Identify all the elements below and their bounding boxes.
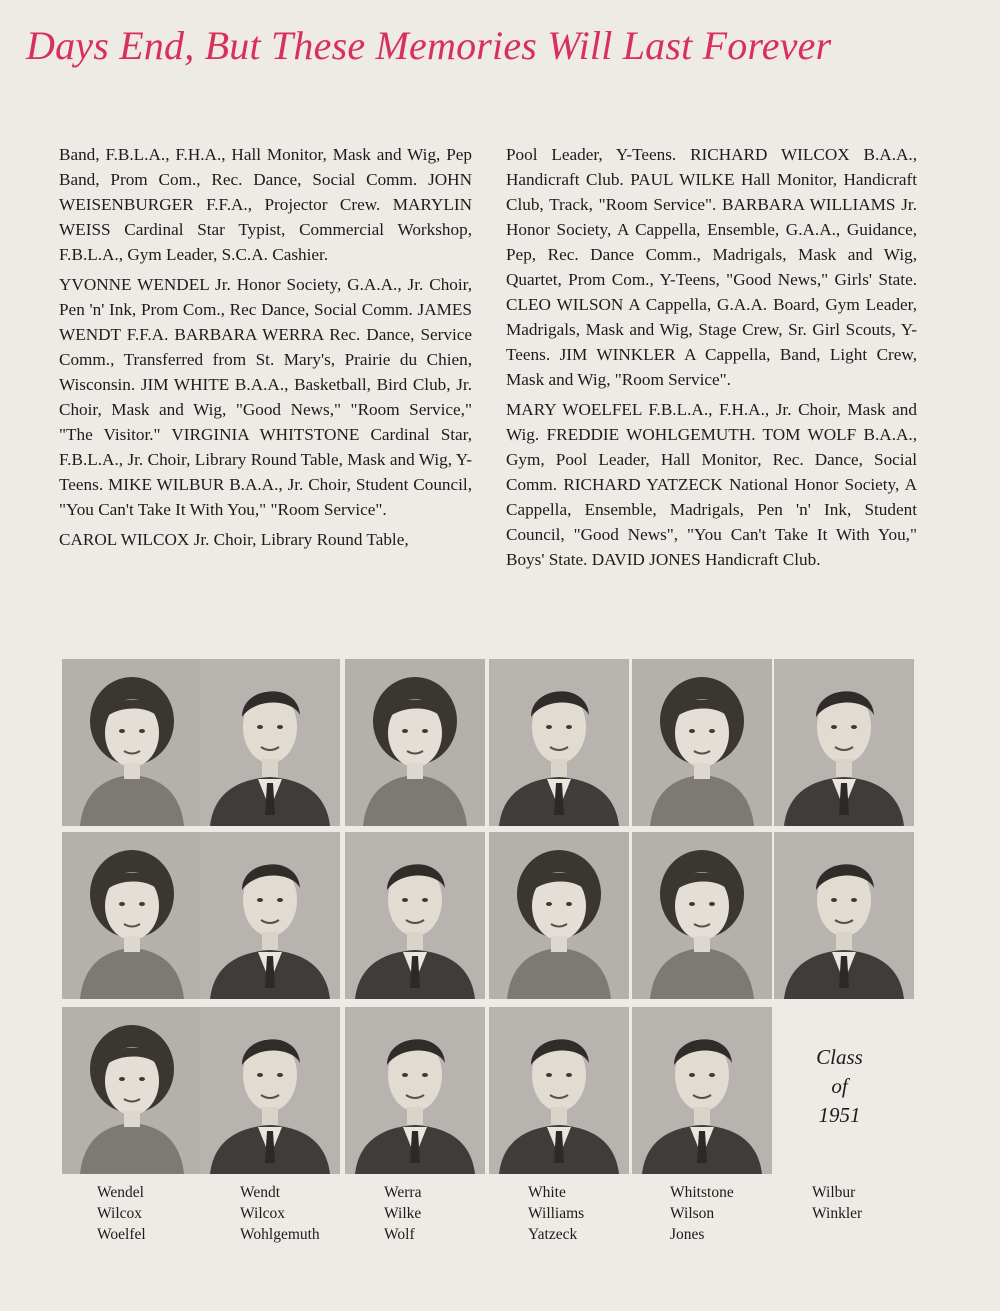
biography-paragraph: Pool Leader, Y-Teens. RICHARD WILCOX B.A.A., Handicraft Club. PAUL WILKE Hall Monitor, Handicraft Club, Track, "Room Service". BARBARA WILLIAMS Jr. Honor Society, A Cappella, Ensemble, G.A.A., Guidance, Pep, Rec. Dance Comm., Madrigals, Mask and Wig, Quartet, Prom Com., Y-Teens, "Good News," Girls' State. CLEO WILSON A Cappella, G.A.A. Board, Gym Leader, Madrigals, Mask and Wig, Stage Crew, Sr. Girl Scouts, Y-Teens. JIM WINKLER A Cappella, Band, Light Crew, Mask and Wig, "Room Service".: [506, 145, 917, 389]
student-portrait: [632, 832, 772, 999]
caption-names-col-5: [670, 1182, 734, 1245]
caption-name: Wolf: [384, 1226, 415, 1243]
caption-name: Winkler: [812, 1205, 863, 1222]
biography-column-left: [59, 142, 472, 557]
caption-name: Jones: [670, 1226, 705, 1243]
biography-paragraph: YVONNE WENDEL Jr. Honor Society, G.A.A., Jr. Choir, Pen 'n' Ink, Prom Com., Rec Dance, Social Comm. JAMES WENDT F.F.A. BARBARA WERRA Rec. Dance, Service Comm., Transferred from St. Mary's, Prairie du Chien, Wisconsin. JIM WHITE B.A.A., Basketball, Bird Club, Jr. Choir, Mask and Wig, "Good News," "Room Service," "The Visitor." VIRGINIA WHITSTONE Cardinal Star, F.B.L.A., Jr. Choir, Library Round Table, Mask and Wig, Y-Teens. MIKE WILBUR B.A.A., Jr. Choir, Student Council, "You Can't Take It With You," "Room Service".: [59, 275, 472, 519]
caption-name: Wilcox: [240, 1205, 286, 1222]
class-label-line: 1951: [818, 1103, 861, 1127]
caption-name: Whitstone: [670, 1184, 734, 1201]
student-portrait: [62, 1007, 202, 1174]
student-portrait: [200, 659, 340, 826]
biography-column-right: [506, 142, 917, 577]
caption-names-col-1: [97, 1182, 146, 1245]
caption-name: Yatzeck: [528, 1226, 578, 1243]
caption-name: Wilcox: [97, 1205, 143, 1222]
caption-name: Wendel: [97, 1184, 144, 1201]
caption-names-col-4: [528, 1182, 584, 1245]
student-portrait: [489, 832, 629, 999]
caption-name: Werra: [384, 1184, 422, 1201]
student-portrait: [200, 832, 340, 999]
student-portrait: [632, 659, 772, 826]
biography-paragraph: MARY WOELFEL F.B.L.A., F.H.A., Jr. Choir, Mask and Wig. FREDDIE WOHLGEMUTH. TOM WOLF B.A.A., Gym, Pool Leader, Hall Monitor, Rec. Dance, Social Comm. RICHARD YATZECK National Honor Society, A Cappella, Ensemble, Madrigals, Pen 'n' Ink, Student Council, "Good News", "You Can't Take It With You," Boys' State. DAVID JONES Handicraft Club.: [506, 400, 917, 569]
student-portrait: [489, 659, 629, 826]
caption-name: Wendt: [240, 1184, 281, 1201]
student-portrait: [200, 1007, 340, 1174]
biography-paragraph: CAROL WILCOX Jr. Choir, Library Round Table,: [59, 530, 409, 549]
caption-name: Wilke: [384, 1205, 422, 1222]
caption-names-col-6: [812, 1182, 862, 1224]
caption-name: Wilson: [670, 1205, 715, 1222]
student-portrait: [632, 1007, 772, 1174]
student-portrait: [345, 832, 485, 999]
class-label: [777, 1043, 902, 1130]
caption-name: Williams: [528, 1205, 585, 1222]
student-portrait: [345, 659, 485, 826]
biography-paragraph: Band, F.B.L.A., F.H.A., Hall Monitor, Mask and Wig, Pep Band, Prom Com., Rec. Dance, Social Comm. JOHN WEISENBURGER F.F.A., Projector Crew. MARYLIN WEISS Cardinal Star Typist, Commercial Workshop, F.B.L.A., Gym Leader, S.C.A. Cashier.: [59, 145, 472, 264]
caption-names-col-2: [240, 1182, 320, 1245]
caption-name: White: [528, 1184, 566, 1201]
student-portrait: [345, 1007, 485, 1174]
class-label-line: Class: [816, 1045, 863, 1069]
student-portrait: [774, 832, 914, 999]
caption-names-col-3: [384, 1182, 421, 1245]
student-portrait: [774, 659, 914, 826]
page-title: Days End, But These Memories Will Last Forever: [26, 23, 832, 68]
caption-name: Woelfel: [97, 1226, 146, 1243]
caption-name: Wohlgemuth: [240, 1226, 320, 1243]
class-label-line: of: [831, 1074, 848, 1098]
student-portrait: [489, 1007, 629, 1174]
caption-name: Wilbur: [812, 1184, 856, 1201]
student-portrait: [62, 659, 202, 826]
student-portrait: [62, 832, 202, 999]
